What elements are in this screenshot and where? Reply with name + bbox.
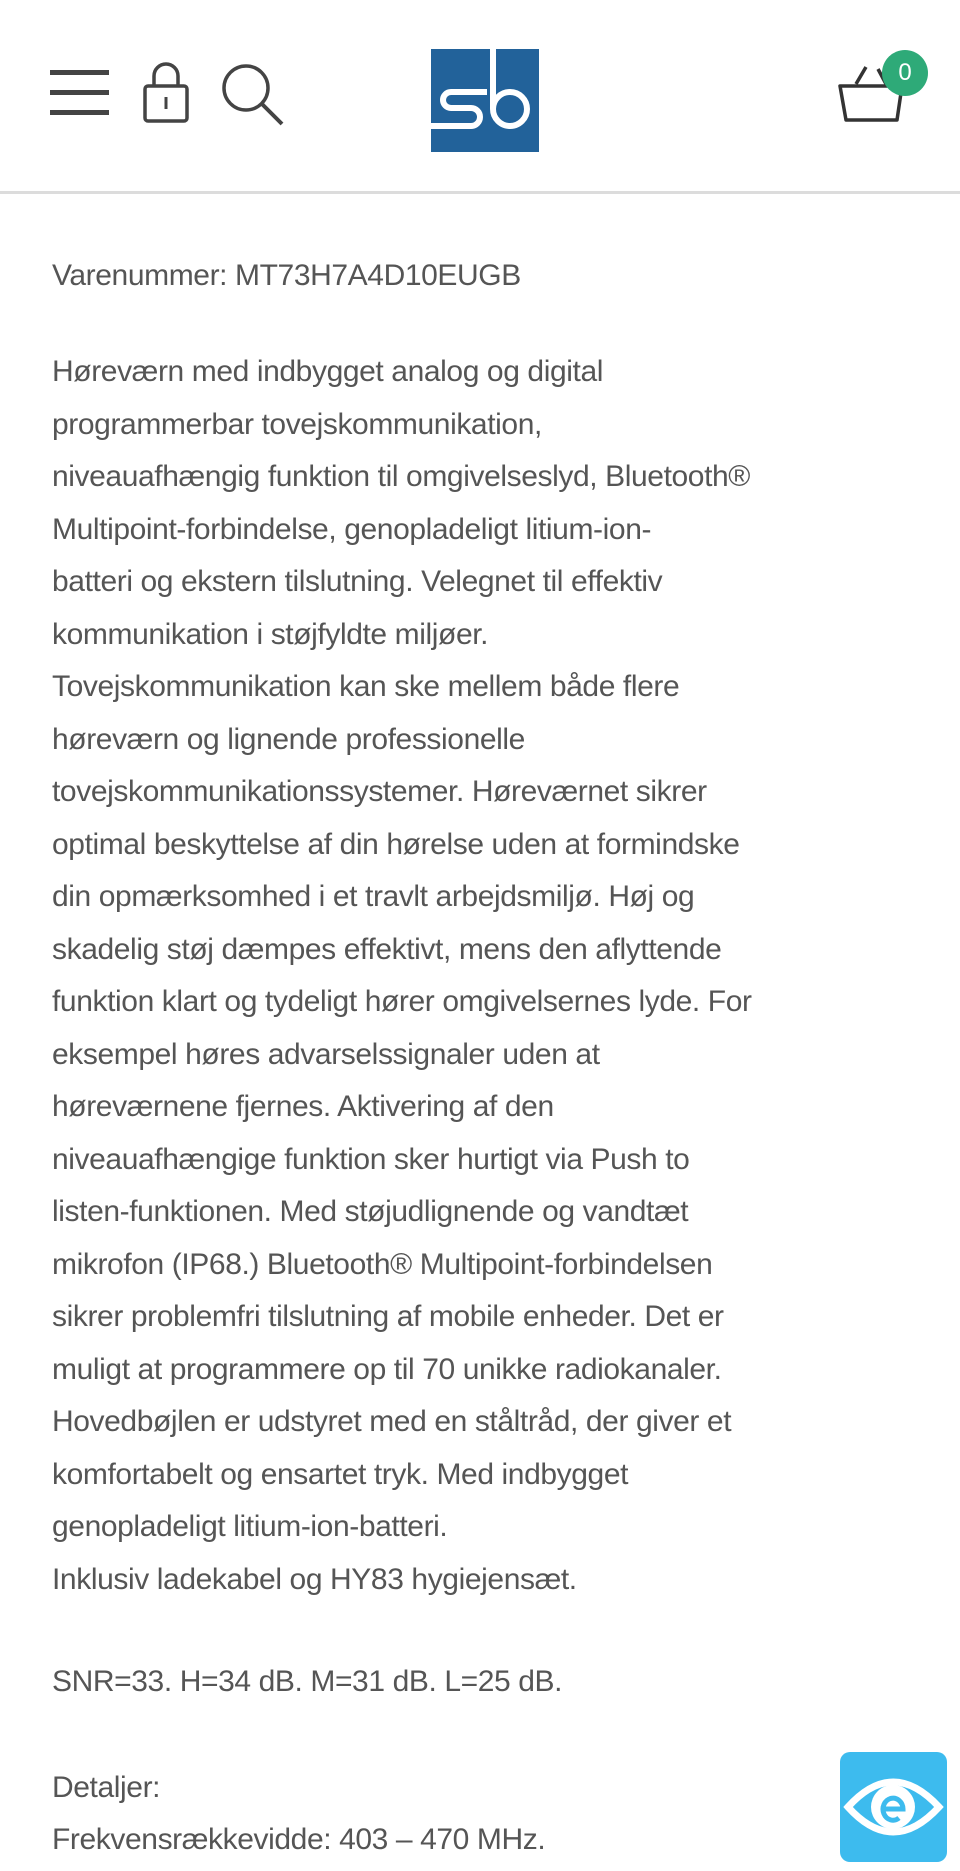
description-line: komfortabelt og ensartet tryk. Med indbygget: [52, 1457, 629, 1491]
sku-value: MT73H7A4D10EUGB: [235, 259, 521, 292]
description-line: optimal beskyttelse af din hørelse uden at formindske: [52, 827, 740, 861]
accessibility-button[interactable]: [840, 1752, 947, 1862]
description-line: niveauafhængig funktion til omgivelseslyd, Bluetooth®: [52, 460, 750, 493]
lock-icon[interactable]: [142, 62, 190, 124]
site-logo[interactable]: [431, 49, 539, 152]
description-line: Hovedbøjlen er udstyret med en ståltråd, der giver et: [52, 1405, 732, 1438]
snr-text: SNR=33. H=34 dB. M=31 dB. L=25 dB.: [52, 1665, 563, 1698]
search-icon[interactable]: [220, 62, 286, 126]
cart-count-badge[interactable]: 0: [882, 50, 928, 96]
eye-icon: [840, 1752, 947, 1862]
sku-label: Varenummer:: [52, 259, 228, 292]
description-line: kommunikation i støjfyldte miljøer.: [52, 617, 489, 651]
details-heading: Detaljer:: [52, 1771, 161, 1804]
description-line: Inklusiv ladekabel og HY83 hygiejensæt.: [52, 1562, 577, 1596]
logo-mark: [431, 49, 539, 152]
description-line: listen-funktionen. Med støjudlignende og vandtæt: [52, 1195, 689, 1228]
description-line: batteri og ekstern tilslutning. Velegnet til effektiv: [52, 565, 663, 598]
description-line: mikrofon (IP68.) Bluetooth® Multipoint-forbindelsen: [52, 1247, 713, 1281]
sku-row: [52, 256, 521, 296]
description-line: tovejskommunikationssystemer. Høreværnet sikrer: [52, 775, 707, 808]
description-line: genopladeligt litium-ion-batteri.: [52, 1510, 448, 1543]
description-line: Tovejskommunikation kan ske mellem både flere: [52, 670, 680, 703]
description-line: programmerbar tovejskommunikation,: [52, 407, 542, 441]
description-line: niveauafhængige funktion sker hurtigt via Push to: [52, 1142, 690, 1176]
description-line: funktion klart og tydeligt hører omgivelsernes lyde. For: [52, 985, 752, 1018]
description-line: muligt at programmere op til 70 unikke radiokanaler.: [52, 1352, 722, 1386]
description-line: høreværnene fjernes. Aktivering af den: [52, 1090, 554, 1123]
description-line: Multipoint-forbindelse, genopladeligt litium-ion-: [52, 512, 652, 546]
description-line: sikrer problemfri tilslutning af mobile enheder. Det er: [52, 1300, 724, 1333]
menu-icon[interactable]: [50, 68, 110, 118]
description-line: Høreværn med indbygget analog og digital: [52, 355, 603, 388]
description-line: høreværn og lignende professionelle: [52, 722, 525, 756]
details-item: Frekvensrækkevidde: 403 – 470 MHz.: [52, 1823, 546, 1856]
description-line: din opmærksomhed i et travlt arbejdsmiljø. Høj og: [52, 880, 695, 913]
site-header: [0, 0, 960, 194]
description-line: skadelig støj dæmpes effektivt, mens den aflyttende: [52, 932, 722, 966]
description-line: eksempel høres advarselssignaler uden at: [52, 1037, 600, 1071]
